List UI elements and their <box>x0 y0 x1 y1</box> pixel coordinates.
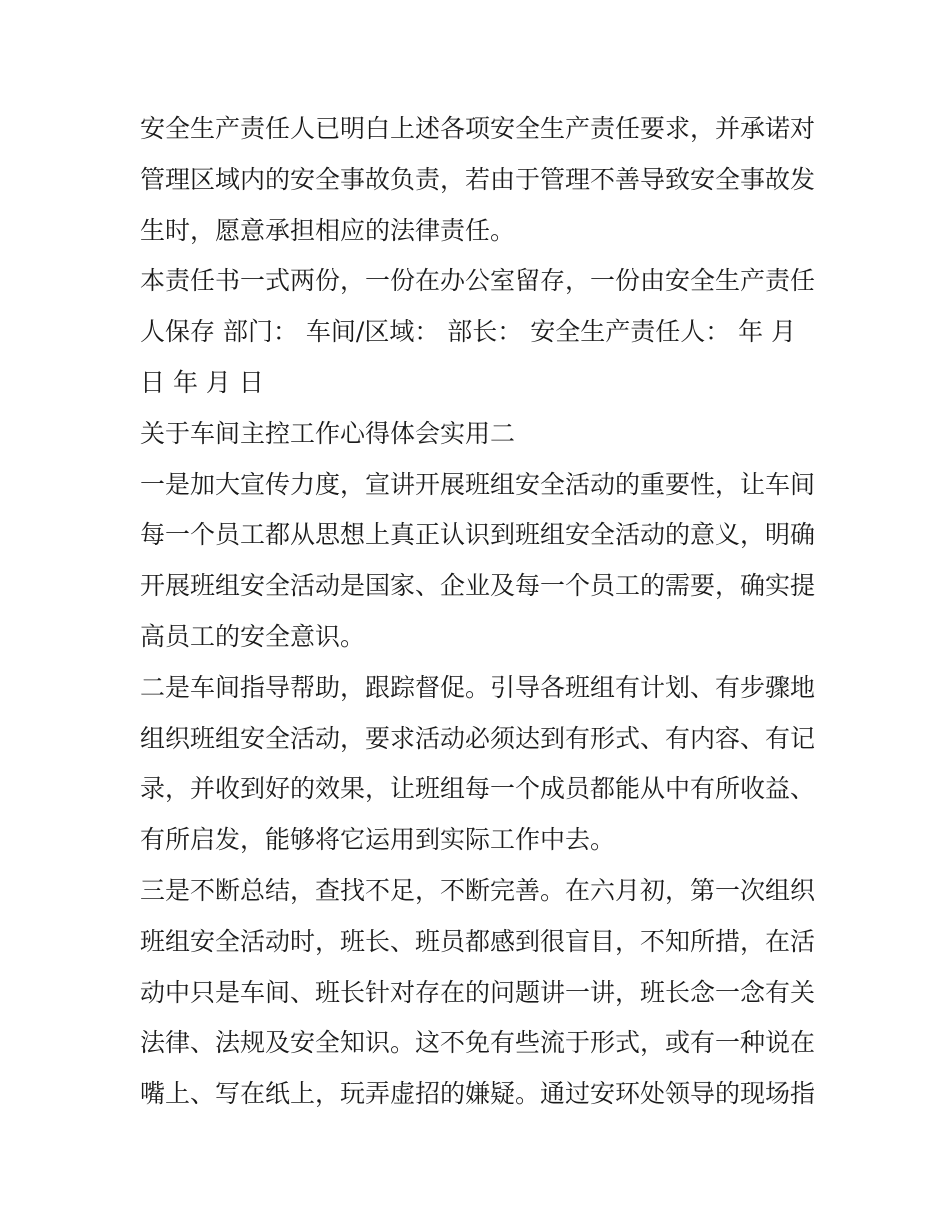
text-line-4: 本责任书一式两份，一份在办公室留存，一份由安全生产责任 <box>140 266 816 296</box>
text-line-2: 管理区域内的安全事故负责，若由于管理不善导致安全事故发 <box>140 164 816 194</box>
text-line-18: 动中只是车间、班长针对存在的问题讲一讲，班长念一念有关 <box>140 977 816 1007</box>
text-line-12: 二是车间指导帮助，跟踪督促。引导各班组有计划、有步骤地 <box>140 672 816 702</box>
text-line-3: 生时，愿意承担相应的法律责任。 <box>140 215 516 245</box>
text-line-13: 组织班组安全活动，要求活动必须达到有形式、有内容、有记 <box>140 723 816 753</box>
text-line-9: 每一个员工都从思想上真正认识到班组安全活动的意义，明确 <box>140 520 816 550</box>
text-line-17: 班组安全活动时，班长、班员都感到很盲目，不知所措，在活 <box>140 926 816 956</box>
text-line-19: 法律、法规及安全知识。这不免有些流于形式，或有一种说在 <box>140 1028 816 1058</box>
text-line-8: 一是加大宣传力度，宣讲开展班组安全活动的重要性，让车间 <box>140 469 816 499</box>
text-line-5: 人保存 部门： 车间/区域： 部长： 安全生产责任人： 年 月 <box>140 317 797 347</box>
document-body <box>140 104 820 1120</box>
text-line-20: 嘴上、写在纸上，玩弄虚招的嫌疑。通过安环处领导的现场指 <box>140 1079 816 1109</box>
text-line-15: 有所启发，能够将它运用到实际工作中去。 <box>140 825 616 855</box>
text-line-10: 开展班组安全活动是国家、企业及每一个员工的需要，确实提 <box>140 571 816 601</box>
text-line-6: 日 年 月 日 <box>140 367 264 397</box>
section-heading: 关于车间主控工作心得体会实用二 <box>140 418 516 448</box>
text-line-16: 三是不断总结，查找不足，不断完善。在六月初，第一次组织 <box>140 875 816 905</box>
text-line-1: 安全生产责任人已明白上述各项安全生产责任要求，并承诺对 <box>140 114 816 143</box>
text-line-14: 录，并收到好的效果，让班组每一个成员都能从中有所收益、 <box>140 774 816 804</box>
text-line-11: 高员工的安全意识。 <box>140 621 366 651</box>
